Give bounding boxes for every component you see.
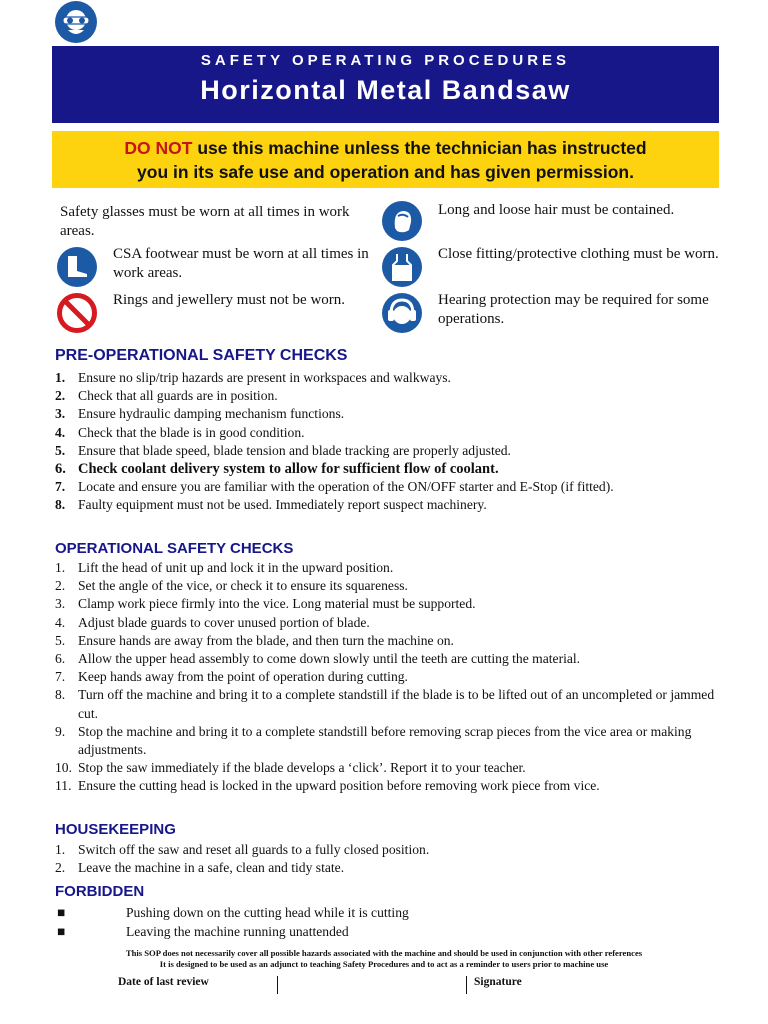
warning-line1: use this machine unless the technician has instructed: [192, 138, 647, 158]
title-banner: [52, 46, 719, 123]
list-item: 6. Allow the upper head assembly to come down slowly until the teeth are cutting the material.: [55, 651, 581, 667]
list-item: 1. Lift the head of unit up and lock it in the upward position.: [55, 560, 394, 575]
list-item: 9. Stop the machine and bring it to a complete standstill before removing scrap pieces from the vice area or making adjustments.: [55, 723, 692, 758]
protective-apron-icon: [381, 246, 423, 288]
ppe-hair-text: Long and loose hair must be contained.: [438, 202, 675, 218]
list-item: 3. Ensure hydraulic damping mechanism functions.: [55, 406, 345, 422]
bullet-square-icon: ■: [57, 905, 66, 920]
ppe-footwear-text: CSA footwear must be worn at all times in work areas.: [113, 246, 369, 281]
ppe-hearing-text: Hearing protection may be required for some operations.: [438, 292, 709, 327]
warning-banner: [52, 131, 719, 188]
list-item: 11. Ensure the cutting head is locked in the upward position before removing work piece from vice.: [55, 778, 600, 794]
divider: [277, 976, 278, 994]
list-item: 1. Switch off the saw and reset all guards to a fully closed position.: [55, 842, 430, 857]
list-item: 2. Check that all guards are in position.: [55, 388, 278, 404]
no-jewellery-icon: [56, 292, 98, 334]
signature-label: Signature: [474, 976, 522, 988]
ppe-rings-text: Rings and jewellery must not be worn.: [113, 292, 346, 308]
list-item: 2. Leave the machine in a safe, clean and tidy state.: [55, 860, 345, 876]
ppe-clothing-text: Close fitting/protective clothing must be worn.: [438, 246, 719, 262]
list-item: 8. Faulty equipment must not be used. Immediately report suspect machinery.: [55, 497, 487, 513]
housekeeping-heading: HOUSEKEEPING: [55, 821, 176, 838]
list-item: 6. Check coolant delivery system to allow for sufficient flow of coolant.: [55, 461, 499, 478]
list-item: ■ Pushing down on the cutting head while it is cutting: [57, 904, 717, 923]
forbidden-heading: FORBIDDEN: [55, 883, 145, 900]
do-not-text: DO NOT: [124, 138, 193, 158]
hair-contained-icon: [381, 200, 423, 242]
list-item: 5. Ensure that blade speed, blade tension and blade tracking are properly adjusted.: [55, 442, 511, 458]
divider: [466, 976, 467, 994]
list-item: 7. Keep hands away from the point of operation during cutting.: [55, 669, 408, 685]
housekeeping-list: [55, 841, 715, 877]
list-item: 8. Turn off the machine and bring it to a complete standstill if the blade is to be lifted out of an uncompleted or jammed cut.: [55, 687, 715, 721]
list-item: 5. Ensure hands are away from the blade, and then turn the machine on.: [55, 632, 454, 648]
ppe-glasses-text: Safety glasses must be worn at all times in work areas.: [60, 204, 350, 239]
list-item: ■ Leaving the machine running unattended: [57, 923, 717, 942]
pre-checks-heading: PRE-OPERATIONAL SAFETY CHECKS: [55, 347, 348, 364]
review-date-label: Date of last review: [118, 976, 209, 988]
bullet-square-icon: ■: [57, 923, 66, 939]
op-checks-list: [55, 559, 715, 796]
list-item: 3. Clamp work piece firmly into the vice. Long material must be supported.: [55, 596, 476, 612]
forbidden-list: [57, 904, 717, 941]
list-item: 4. Adjust blade guards to cover unused portion of blade.: [55, 614, 370, 630]
doc-subtitle: SAFETY OPERATING PROCEDURES: [200, 52, 571, 69]
hearing-protection-icon: [381, 292, 423, 334]
op-checks-heading: OPERATIONAL SAFETY CHECKS: [55, 540, 294, 557]
list-item: 10. Stop the saw immediately if the blade develops a ‘click’. Report it to your teacher.: [55, 760, 526, 776]
disclaimer: This SOP does not necessarily cover all possible hazards associated with the machine and should be used in conjunction with other references It is designed to be used as an adjunct to teaching Safety Procedures and to act as a reminder to users prior to machine use: [125, 948, 643, 969]
list-item: 4. Check that the blade is in good condition.: [55, 424, 305, 440]
list-item: 7. Locate and ensure you are familiar with the operation of the ON/OFF starter and E-Stop (if fitted).: [55, 479, 614, 495]
pre-checks-list: [55, 369, 715, 515]
page-title: Horizontal Metal Bandsaw: [200, 75, 571, 105]
safety-glasses-icon: [52, 0, 100, 44]
safety-boot-icon: [56, 246, 98, 288]
warning-line2: you in its safe use and operation and has given permission.: [137, 162, 634, 182]
list-item: 1. Ensure no slip/trip hazards are present in workspaces and walkways.: [55, 370, 451, 385]
list-item: 2. Set the angle of the vice, or check it to ensure its squareness.: [55, 578, 408, 594]
